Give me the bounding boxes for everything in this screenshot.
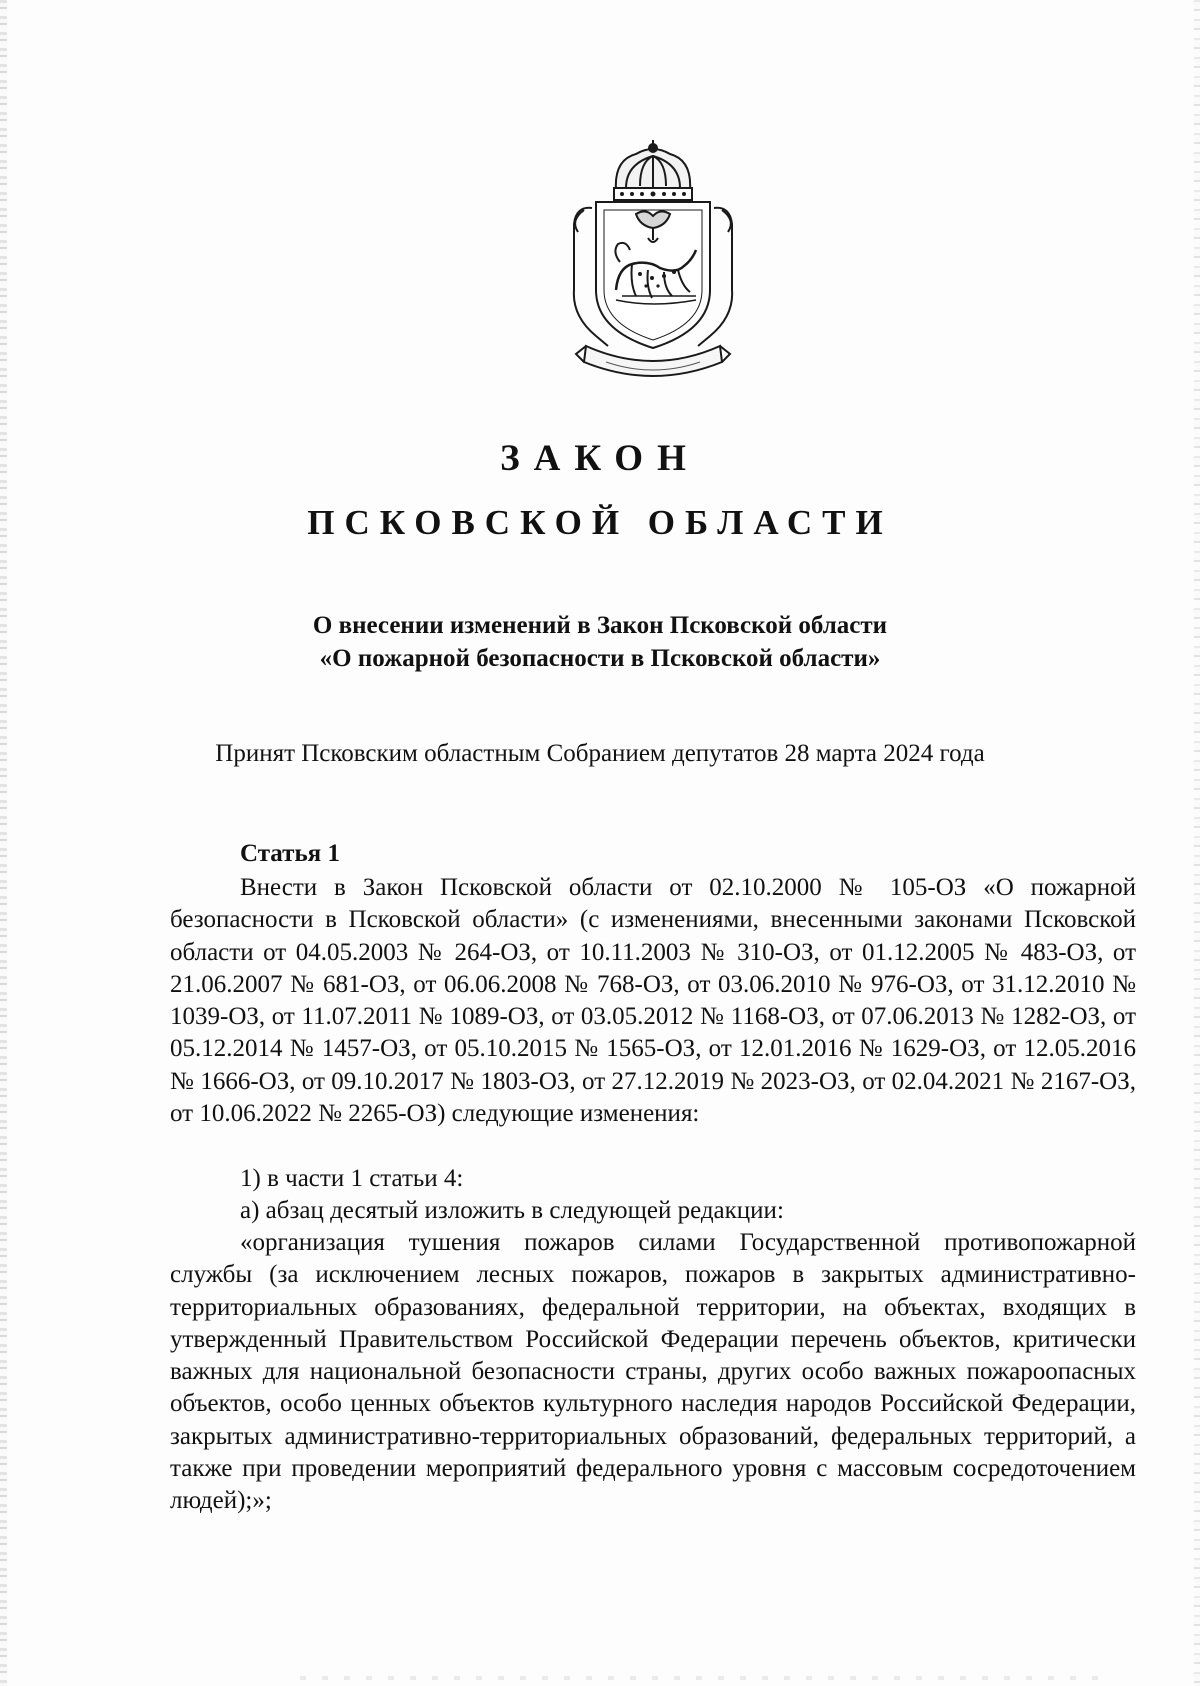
region-title: ПСКОВСКОЙ ОБЛАСТИ bbox=[307, 503, 893, 542]
coat-of-arms-emblem bbox=[556, 140, 750, 380]
article-heading: Статья 1 bbox=[240, 840, 340, 867]
article-paragraph: Внести в Закон Псковской области от 02.10.2000 № 105-ОЗ «О пожарной безопасности в Псковской области» (с изменениями, внесенными законами Псковской области от 04.05.2003 № 264-ОЗ, от 10.11.2003 № 310-ОЗ, от 01.12.2005 № 483-ОЗ, от 21.06.2007 № 681-ОЗ, от 06.06.2008 № 768-ОЗ, от 03.06.2010 № 976-ОЗ, от 31.12.2010 № 1039-ОЗ, от 11.07.2011 № 1089-ОЗ, от 03.05.2012 № 1168-ОЗ, от 07.06.2013 № 1282-ОЗ, от 05.12.2014 № 1457-ОЗ, от 05.10.2015 № 1565-ОЗ, от 12.01.2016 № 1629-ОЗ, от 12.05.2016 № 1666-ОЗ, от 09.10.2017 № 1803-ОЗ, от 27.12.2019 № 2023-ОЗ, от 02.04.2021 № 2167-ОЗ, от 10.06.2022 № 2265-ОЗ) следующие изменения: bbox=[170, 874, 1136, 1128]
article-quote: «организация тушения пожаров силами Государственной противопожарной службы (за исключением лесных пожаров, пожаров в закрытых административно-территориальных образованиях, федеральной территории, на объектах, входящих в утвержденный Правительством Российской Федерации перечень объектов, критически важных для национальной безопасности страны, других особо важных пожароопасных объектов, особо ценных объектов культурного наследия народов Российской Федерации, закрытых административно-территориальных образований, федеральных территорий, а также при проведении мероприятий федерального уровня с массовым сосредоточением людей);»; bbox=[170, 1229, 1136, 1515]
scan-edge-left bbox=[0, 0, 7, 1686]
scan-bottom-artifact bbox=[300, 1676, 1100, 1680]
article-subitem-a: а) абзац десятый изложить в следующей редакции: bbox=[240, 1197, 784, 1224]
article-item-1: 1) в части 1 статьи 4: bbox=[240, 1165, 464, 1192]
law-subtitle-line-1: О внесении изменений в Закон Псковской области bbox=[312, 612, 888, 639]
adoption-statement: Принят Псковским областным Собранием депутатов 28 марта 2024 года bbox=[215, 740, 985, 767]
law-title: ЗАКОН bbox=[500, 438, 700, 479]
law-subtitle-line-2: «О пожарной безопасности в Псковской области» bbox=[319, 645, 881, 672]
scan-edge-right bbox=[1194, 0, 1200, 1686]
